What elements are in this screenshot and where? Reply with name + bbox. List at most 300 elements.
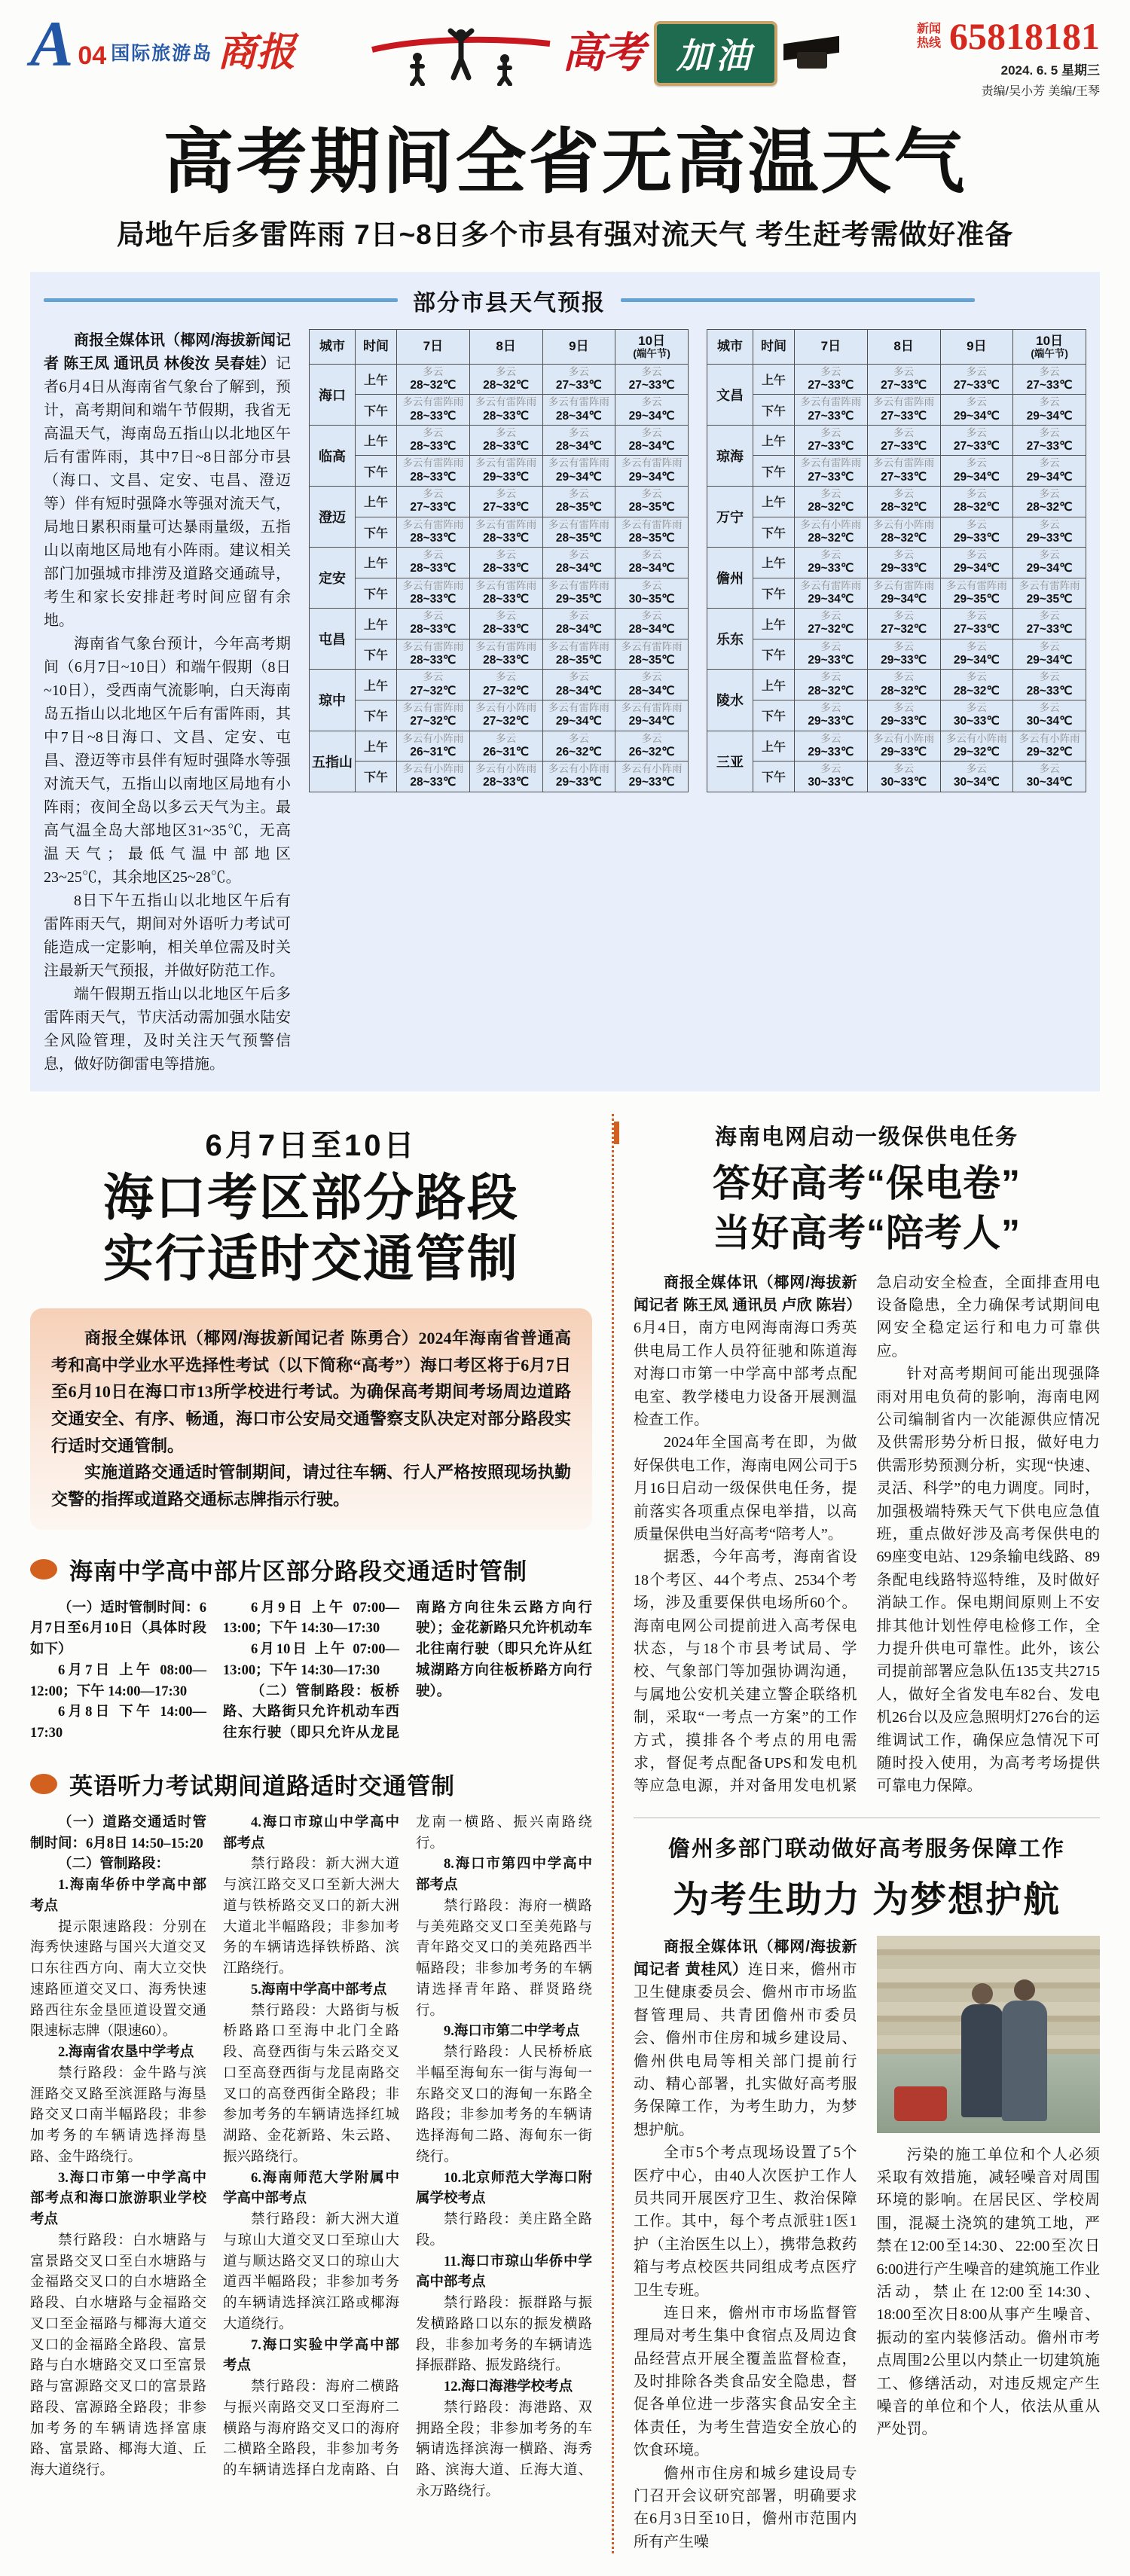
danzhou-kicker: 儋州多部门联动做好高考服务保障工作 bbox=[667, 1836, 1065, 1861]
table-row bbox=[707, 700, 1086, 731]
forecast-cell: 多云 29~34℃ bbox=[615, 395, 689, 426]
city-cell: 琼中 bbox=[310, 670, 356, 731]
forecast-cell: 多云有小阵雨 28~32℃ bbox=[795, 517, 868, 548]
inspector-figure bbox=[961, 2004, 1003, 2117]
forecast-cell: 多云 27~33℃ bbox=[940, 425, 1013, 456]
list-item: 禁行路段：新大洲大道与滨江路交叉口至新大洲大道与铁桥路交叉口的新大洲大道北半幅路段；非参加考务的车辆请选择铁桥路、滨江路绕行。 bbox=[223, 1857, 399, 1977]
column-header: 10日 (端午节) bbox=[1013, 329, 1086, 364]
banner-cheer-text: 加油 bbox=[676, 37, 756, 75]
forecast-cell: 多云有雷阵雨 28~33℃ bbox=[469, 639, 542, 670]
forecast-cell: 多云 27~33℃ bbox=[542, 364, 615, 395]
traffic-intro-box bbox=[30, 1308, 592, 1529]
danzhou-headline: 为考生助力 为梦想护航 bbox=[672, 1879, 1061, 1920]
city-cell: 海口 bbox=[310, 364, 356, 425]
table-row bbox=[707, 425, 1086, 456]
masthead-brand: 商报 bbox=[217, 32, 296, 75]
hotline-label: 新闻热线 bbox=[916, 23, 941, 50]
list-item-title: 11.海口市琼山华侨中学高中部考点 bbox=[416, 2254, 592, 2291]
forecast-cell: 多云 26~32℃ bbox=[542, 731, 615, 762]
table-row bbox=[707, 609, 1086, 639]
traffic-kicker: 6月7日至10日 bbox=[205, 1128, 417, 1162]
forecast-cell: 多云 27~33℃ bbox=[1013, 364, 1086, 395]
table-row bbox=[707, 762, 1086, 792]
time-cell: 上午 bbox=[753, 670, 795, 700]
forecast-cell: 多云有雷阵雨 28~33℃ bbox=[397, 578, 470, 609]
forecast-cell: 多云 30~34℃ bbox=[940, 762, 1013, 792]
weather-table bbox=[309, 329, 689, 792]
forecast-cell: 多云 29~34℃ bbox=[940, 456, 1013, 487]
paragraph: 2024年全国高考在即，为做好保供电工作，海南电网公司于5月16日启动一级保供电任务，提前落实各项重点保电举措，以高质量保供电当好高考“陪考人”。 bbox=[634, 1434, 857, 1543]
table-row bbox=[310, 639, 689, 670]
forecast-cell: 多云 30~33℃ bbox=[867, 762, 940, 792]
forecast-cell: 多云 28~34℃ bbox=[542, 609, 615, 639]
danzhou-body bbox=[634, 1936, 1100, 2554]
forecast-cell: 多云有雷阵雨 29~35℃ bbox=[542, 578, 615, 609]
time-cell: 下午 bbox=[753, 395, 795, 426]
column-header: 城市 bbox=[310, 329, 356, 364]
forecast-cell: 多云 29~33℃ bbox=[795, 548, 868, 578]
forecast-cell: 多云有小阵雨 28~33℃ bbox=[469, 762, 542, 792]
list-item-title: 3.海口市第一中学高中部考点和海口旅游职业学校考点 bbox=[30, 2170, 206, 2228]
forecast-cell: 多云 27~33℃ bbox=[615, 364, 689, 395]
table-row bbox=[310, 487, 689, 517]
table-row bbox=[310, 364, 689, 395]
forecast-cell: 多云有雷阵雨 29~34℃ bbox=[795, 578, 868, 609]
time-cell: 下午 bbox=[753, 700, 795, 731]
forecast-cell: 多云 30~34℃ bbox=[1013, 762, 1086, 792]
table-row bbox=[707, 364, 1086, 395]
byline: 商报全媒体讯（椰网/海拔新闻记者 陈王凤 通讯员 林俊汝 吴春娃） bbox=[44, 331, 291, 372]
time-cell: 下午 bbox=[356, 578, 397, 609]
table-row bbox=[310, 548, 689, 578]
table-row bbox=[310, 731, 689, 762]
time-cell: 下午 bbox=[356, 395, 397, 426]
paragraph: 儋州市住房和城乡建设局专门召开会议研究部署，明确要求在6月3日至10日，儋州市范围内所有产生噪 bbox=[634, 2465, 857, 2550]
forecast-cell: 多云 30~35℃ bbox=[615, 578, 689, 609]
paragraph: 商报全媒体讯（椰网/海拔新闻记者 陈勇合）2024年海南省普通高考和高中学业水平选择性考试（以下简称“高考”）海口考区将于6月7日至6月10日在海口市13所学校进行考试。为确保高考期间考场周边道路交通安全、有序、畅通，海口市公安局交通警察支队决定对部分路段实行适时交通管制。 bbox=[51, 1329, 571, 1455]
time-cell: 上午 bbox=[753, 731, 795, 762]
gaokao-cheer-banner bbox=[371, 21, 839, 86]
forecast-cell: 多云有雷阵雨 28~33℃ bbox=[397, 639, 470, 670]
forecast-cell: 多云 28~35℃ bbox=[615, 487, 689, 517]
forecast-cell: 多云 29~34℃ bbox=[940, 639, 1013, 670]
forecast-cell: 多云 28~34℃ bbox=[542, 425, 615, 456]
forecast-cell: 多云 28~34℃ bbox=[615, 670, 689, 700]
forecast-cell: 多云有雷阵雨 28~33℃ bbox=[469, 578, 542, 609]
table-row bbox=[707, 731, 1086, 762]
table-row bbox=[707, 517, 1086, 548]
table-row bbox=[310, 456, 689, 487]
forecast-cell: 多云 28~32℃ bbox=[1013, 487, 1086, 517]
forecast-cell: 多云有小阵雨 29~32℃ bbox=[940, 731, 1013, 762]
column-header: 10日 (端午节) bbox=[615, 329, 689, 364]
list-item: 禁行路段：海府一横路与美苑路交叉口至美苑路与青年路交叉口的美苑路西半幅路段；非参加考务的车辆请选择青年路、群贤路绕行。 bbox=[416, 1898, 592, 2019]
forecast-cell: 多云 28~32℃ bbox=[795, 670, 868, 700]
forecast-cell: 多云有雷阵雨 27~33℃ bbox=[867, 395, 940, 426]
forecast-cell: 多云 28~34℃ bbox=[615, 609, 689, 639]
time-cell: 上午 bbox=[753, 548, 795, 578]
city-cell: 陵水 bbox=[707, 670, 753, 731]
list-item-title: （一）道路交通适时管制时间：6月8日 14:50–15:20 bbox=[30, 1814, 206, 1851]
city-cell: 屯昌 bbox=[310, 609, 356, 670]
forecast-cell: 多云有小阵雨 26~31℃ bbox=[397, 731, 470, 762]
column-header: 9日 bbox=[542, 329, 615, 364]
list-item: 禁行路段：人民桥桥底半幅至海甸东一街与海甸一东路交叉口的海甸一东路全路段；非参加考务的车辆请选择海甸二路、海甸东一街绕行。 bbox=[416, 2045, 592, 2165]
forecast-cell: 多云 27~32℃ bbox=[469, 670, 542, 700]
forecast-cell: 多云 28~35℃ bbox=[542, 487, 615, 517]
forecast-cell: 多云有小阵雨 29~32℃ bbox=[1013, 731, 1086, 762]
list-item: （二）管制路段：板桥路、大路街只允许机动车西往东行驶（即只允许从龙昆南路方向往朱云路方向行驶）；金花新路只允许机动车北往南行驶（即只允许从红城湖路方向往板桥路方向行驶）。 bbox=[223, 1600, 592, 1741]
forecast-cell: 多云 29~34℃ bbox=[1013, 395, 1086, 426]
time-cell: 下午 bbox=[356, 762, 397, 792]
forecast-cell: 多云 28~32℃ bbox=[867, 670, 940, 700]
forecast-cell: 多云 29~34℃ bbox=[940, 395, 1013, 426]
hotline-block bbox=[915, 15, 1100, 99]
forecast-cell: 多云 27~32℃ bbox=[867, 609, 940, 639]
masthead-letter: A bbox=[30, 8, 74, 80]
time-cell: 下午 bbox=[753, 456, 795, 487]
table-row bbox=[310, 762, 689, 792]
list-item-title: 10.北京师范大学海口附属学校考点 bbox=[416, 2170, 592, 2207]
weather-article bbox=[44, 329, 291, 1076]
city-cell: 临高 bbox=[310, 425, 356, 486]
finish-line-runners-icon bbox=[371, 21, 551, 86]
forecast-cell: 多云 27~33℃ bbox=[940, 364, 1013, 395]
banner-exam-text: 高考 bbox=[562, 29, 644, 77]
forecast-cell: 多云有雷阵雨 29~34℃ bbox=[615, 456, 689, 487]
table-row bbox=[310, 517, 689, 548]
forecast-cell: 多云 28~32℃ bbox=[867, 487, 940, 517]
time-cell: 上午 bbox=[356, 731, 397, 762]
orange-bar-icon bbox=[614, 1122, 619, 1144]
forecast-cell: 多云 28~34℃ bbox=[615, 425, 689, 456]
forecast-cell: 多云 29~34℃ bbox=[1013, 456, 1086, 487]
time-cell: 下午 bbox=[753, 762, 795, 792]
forecast-cell: 多云 27~33℃ bbox=[397, 487, 470, 517]
city-cell: 儋州 bbox=[707, 548, 753, 609]
section-heading-english-listening: 英语听力考试期间道路适时交通管制 bbox=[30, 1767, 592, 1801]
forecast-cell: 多云有雷阵雨 28~35℃ bbox=[615, 517, 689, 548]
forecast-cell: 多云有雷阵雨 29~34℃ bbox=[542, 456, 615, 487]
list-item-title: 6.海南师范大学附属中学高中部考点 bbox=[223, 2170, 399, 2207]
city-cell: 五指山 bbox=[310, 731, 356, 792]
forecast-cell: 多云 28~32℃ bbox=[940, 670, 1013, 700]
figure-head bbox=[1014, 1979, 1035, 2001]
red-stool bbox=[894, 2086, 947, 2121]
forecast-cell: 多云有雷阵雨 29~35℃ bbox=[1013, 578, 1086, 609]
time-cell: 下午 bbox=[753, 639, 795, 670]
table-row bbox=[310, 700, 689, 731]
table-row bbox=[707, 395, 1086, 426]
column-header: 7日 bbox=[795, 329, 868, 364]
forecast-cell: 多云 27~33℃ bbox=[469, 487, 542, 517]
paragraph: 据悉，今年高考，海南省设18个考区、44个考点、2534个考场，涉及重要保供电场所60个。海南电网公司提前进入高考保电状态，与18个市县考试局、学校、气象部门等加强协调沟通，与属地公安机关建立警企联络机制，采取“一考点一方案”的工作方式，摸排各个考点的用电需求，督促考点配备UPS和发电机等应急电源，并对备用发电机紧急启动安全检查，全面排查用电设备隐患，全力确保考试期间电网安全稳定运行和电力可靠供应。 bbox=[634, 1274, 1100, 1795]
masthead-logo bbox=[30, 8, 296, 80]
time-cell: 上午 bbox=[356, 487, 397, 517]
time-cell: 上午 bbox=[753, 609, 795, 639]
byline: 商报全媒体讯（椰网/海拔新闻记者 陈勇合） bbox=[84, 1329, 419, 1348]
paragraph: 商报全媒体讯（椰网/海拔新闻记者 陈王凤 通讯员 林俊汝 吴春娃）记者6月4日从海南省气象台了解到，预计，高考期间和端午节假期，我省无高温天气，海南岛五指山以北地区午后有雷阵雨，其中7日~8日部分市县（海口、文昌、定安、屯昌、澄迈等）伴有短时强降水等强对流天气，局地日累积雨量可达暴雨量级，五指山以南地区局地有小阵雨。建议相关部门加强城市排涝及道路交通疏导，考生和家长安排赶考时间应留有余地。 bbox=[44, 331, 291, 629]
forecast-cell: 多云有小阵雨 29~33℃ bbox=[615, 762, 689, 792]
weather-box-title: 部分市县天气预报 bbox=[413, 290, 606, 316]
section2-list bbox=[30, 1813, 592, 2503]
masthead-name: 国际旅游岛 bbox=[111, 43, 213, 65]
table-row bbox=[707, 578, 1086, 609]
list-item: 禁行路段：美庄路全路段。 bbox=[416, 2212, 592, 2248]
forecast-cell: 多云 29~34℃ bbox=[940, 548, 1013, 578]
paragraph: 针对高考期间可能出现强降雨对用电负荷的影响，海南电网公司编制省内一次能源供应情况及供需形势分析日报，做好电力供需形势预测分析，实现“快速、灵活、科学”的电力调度。同时，加强极端特殊天气下供电应急值班，重点做好涉及高考保供电的69座变电站、129条输电线路、89条配电线路特巡特维，及时做好消缺工作。保电期间原则上不安排其他计划性停电检修工作，全力提升供电可靠性。此外，该公司提前部署应急队伍135支共2715人，做好全省发电车82台、发电机26台以及应急照明灯276台的运维调试工作，确保应急情况下可随时投入使用，为高考考场提供可靠电力保障。 bbox=[876, 1366, 1100, 1795]
time-cell: 上午 bbox=[753, 425, 795, 456]
forecast-cell: 多云有雷阵雨 28~35℃ bbox=[542, 639, 615, 670]
time-cell: 下午 bbox=[356, 517, 397, 548]
time-cell: 上午 bbox=[753, 364, 795, 395]
time-cell: 上午 bbox=[356, 364, 397, 395]
forecast-cell: 多云 27~33℃ bbox=[1013, 425, 1086, 456]
list-item: 禁行路段：振群路与振发横路路口以东的振发横路段，非参加考务的车辆请选择振群路、振发路绕行。 bbox=[416, 2296, 592, 2374]
forecast-cell: 多云有雷阵雨 28~33℃ bbox=[397, 456, 470, 487]
forecast-cell: 多云有雷阵雨 27~33℃ bbox=[867, 456, 940, 487]
weather-table-left-wrap bbox=[309, 329, 689, 792]
forecast-cell: 多云 27~33℃ bbox=[1013, 609, 1086, 639]
forecast-cell: 多云 28~32℃ bbox=[469, 364, 542, 395]
lead-block bbox=[30, 122, 1100, 252]
forecast-cell: 多云 27~33℃ bbox=[867, 425, 940, 456]
forecast-cell: 多云 26~31℃ bbox=[469, 731, 542, 762]
forecast-cell: 多云有雷阵雨 29~34℃ bbox=[867, 578, 940, 609]
power-headline: 答好高考“保电卷” 当好高考“陪考人” bbox=[713, 1161, 1021, 1254]
table-row bbox=[310, 425, 689, 456]
table-row bbox=[310, 578, 689, 609]
forecast-cell: 多云有雷阵雨 28~35℃ bbox=[615, 639, 689, 670]
forecast-cell: 多云 29~33℃ bbox=[1013, 517, 1086, 548]
forecast-cell: 多云 29~33℃ bbox=[795, 639, 868, 670]
page-header bbox=[30, 8, 1100, 105]
date-line: 2024. 6. 5 星期三 bbox=[1000, 63, 1100, 78]
city-cell: 琼海 bbox=[707, 425, 753, 486]
list-item-title: 7.海口实验中学高中部考点 bbox=[223, 2337, 399, 2374]
paragraph: 商报全媒体讯（椰网/海拔新闻记者 黄桂风）连日来，儋州市卫生健康委员会、儋州市市场监督管理局、共青团儋州市委员会、儋州市住房和城乡建设局、儋州供电局等相关部门提前行动、精心部署，扎实做好高考服务保障工作，为考生助力，为梦想护航。 bbox=[634, 1938, 857, 2138]
time-cell: 上午 bbox=[356, 425, 397, 456]
forecast-cell: 多云 27~33℃ bbox=[795, 425, 868, 456]
time-cell: 上午 bbox=[356, 609, 397, 639]
column-header: 8日 bbox=[469, 329, 542, 364]
column-header: 9日 bbox=[940, 329, 1013, 364]
list-item: 禁行路段：白水塘路与富景路交叉口至白水塘路与金福路交叉口的白水塘路全路段、白水塘路与金福路交叉口至金福路与椰海大道交叉口的金福路全路段、富景路与白水塘路交叉口至富景路与富源路交叉口的富景路路段、富源路全路段；非参加考务的车辆请选择富康路、富景路、椰海大道、丘海大道绕行。 bbox=[30, 2233, 206, 2479]
list-item-title: （二）管制路段： bbox=[58, 1857, 170, 1872]
forecast-cell: 多云有小阵雨 29~33℃ bbox=[867, 731, 940, 762]
forecast-cell: 多云有雷阵雨 29~33℃ bbox=[469, 456, 542, 487]
table-row bbox=[707, 639, 1086, 670]
forecast-cell: 多云 28~33℃ bbox=[397, 425, 470, 456]
forecast-cell: 多云 28~32℃ bbox=[795, 487, 868, 517]
forecast-cell: 多云有雷阵雨 27~32℃ bbox=[397, 700, 470, 731]
forecast-cell: 多云有雷阵雨 28~34℃ bbox=[542, 395, 615, 426]
paragraph: 端午假期五指山以北地区午后多雷阵雨天气，节庆活动需加强水陆安全风险管理，及时关注天气预警信息，做好防御雷电等措施。 bbox=[44, 985, 291, 1073]
title-rule-right bbox=[621, 298, 975, 302]
forecast-cell: 多云有雷阵雨 29~34℃ bbox=[615, 700, 689, 731]
forecast-cell: 多云 29~34℃ bbox=[1013, 639, 1086, 670]
forecast-cell: 多云有雷阵雨 28~33℃ bbox=[469, 395, 542, 426]
danzhou-col1 bbox=[634, 1936, 857, 2554]
column-header: 时间 bbox=[356, 329, 397, 364]
figure-head bbox=[972, 1983, 993, 2004]
weather-table-right-wrap bbox=[707, 329, 1086, 792]
paragraph: 全市5个考点现场设置了5个医疗中心，由40人次医护工作人员共同开展医疗卫生、救治保障工作。其中，每个考点派驻1医1护（主治医生以上），携带急救药箱与考点校医共同组成考点医疗卫生专班。 bbox=[634, 2144, 857, 2299]
list-item-title: 1.海南华侨中学高中部考点 bbox=[30, 1878, 206, 1914]
power-kicker: 海南电网启动一级保供电任务 bbox=[634, 1120, 1100, 1151]
time-cell: 下午 bbox=[356, 639, 397, 670]
forecast-cell: 多云 29~34℃ bbox=[1013, 548, 1086, 578]
forecast-cell: 多云有雷阵雨 29~35℃ bbox=[940, 578, 1013, 609]
column-header: 时间 bbox=[753, 329, 795, 364]
forecast-cell: 多云 27~33℃ bbox=[940, 609, 1013, 639]
paragraph: 8日下午五指山以北地区午后有雷阵雨天气，期间对外语听力考试可能造成一定影响，相关单位需及时关注最新天气预报，并做好防范工作。 bbox=[44, 892, 291, 979]
graduation-cap-icon bbox=[783, 34, 839, 73]
banner-chalkboard bbox=[654, 21, 777, 86]
forecast-cell: 多云 27~33℃ bbox=[867, 364, 940, 395]
forecast-cell: 多云 29~33℃ bbox=[867, 639, 940, 670]
forecast-cell: 多云 29~33℃ bbox=[795, 731, 868, 762]
list-item-title: 5.海南中学高中部考点 bbox=[251, 1982, 387, 1998]
time-cell: 上午 bbox=[753, 487, 795, 517]
column-header: 城市 bbox=[707, 329, 753, 364]
city-cell: 万宁 bbox=[707, 487, 753, 548]
traffic-article bbox=[30, 1114, 612, 2554]
forecast-cell: 多云有雷阵雨 27~33℃ bbox=[795, 456, 868, 487]
list-item: 6月9日 上午 07:00—13:00；下午 14:30—17:30 bbox=[223, 1600, 399, 1637]
forecast-cell: 多云有雷阵雨 28~35℃ bbox=[542, 517, 615, 548]
list-item: 禁行路段：大路街与板桥路路口至海中北门全路段、高登西街与朱云路交叉口至高登西街与龙昆南路交叉口的高登西街全路段；非参加考务的车辆请选择红城湖路、金花新路、朱云路、振兴路绕行。 bbox=[223, 2003, 399, 2165]
forecast-cell: 多云有小阵雨 27~32℃ bbox=[469, 700, 542, 731]
list-item: 提示限速路段：分别在海秀快速路与国兴大道交叉口东往西方向、南大立交快速路匝道交叉口、海秀快速路西往东金垦匝道设置交通限速标志牌（限速60）。 bbox=[30, 1919, 206, 2040]
list-item: 6月10日 上午 07:00—13:00；下午 14:30—17:30 bbox=[223, 1642, 399, 1678]
editors-line: 责编/吴小芳 美编/王琴 bbox=[981, 85, 1100, 98]
forecast-cell: 多云 30~34℃ bbox=[1013, 700, 1086, 731]
forecast-cell: 多云 30~33℃ bbox=[940, 700, 1013, 731]
list-item: 6月7日 上午 08:00—12:00；下午 14:00—17:30 bbox=[30, 1662, 206, 1699]
city-cell: 澄迈 bbox=[310, 487, 356, 548]
forecast-cell: 多云 27~32℃ bbox=[795, 609, 868, 639]
traffic-headline: 海口考区部分路段 实行适时交通管制 bbox=[103, 1169, 519, 1288]
table-row bbox=[310, 609, 689, 639]
table-row bbox=[707, 456, 1086, 487]
time-cell: 上午 bbox=[356, 548, 397, 578]
paragraph: 海南省气象台预计，今年高考期间（6月7日~10日）和端午假期（8日~10日），受西南气流影响，白天海南岛五指山以北地区午后有雷阵雨，其中7日~8日海口、文昌、定安、屯昌、澄迈等市县伴有短时强降水等强对流天气，五指山以南地区局地有小阵雨；夜间全岛以多云天气为主。最高气温全岛大部地区31~35℃，无高温天气；最低气温中部地区23~25℃，其余地区25~28℃。 bbox=[44, 635, 291, 886]
forecast-cell: 多云 29~33℃ bbox=[867, 700, 940, 731]
forecast-cell: 多云 28~33℃ bbox=[469, 425, 542, 456]
table-row bbox=[310, 670, 689, 700]
byline: 商报全媒体讯（椰网/海拔新闻记者 黄桂风） bbox=[634, 1938, 857, 1979]
list-item: 禁行路段：海府二横路与振兴南路交叉口至海府二横路与海府路交叉口的海府二横路全路段，非参加考务的车辆请选择白龙南路、白龙南一横路、振兴南路绕行。 bbox=[223, 1814, 592, 2479]
forecast-cell: 多云有小阵雨 28~32℃ bbox=[867, 517, 940, 548]
weather-box-title-row bbox=[44, 284, 1086, 317]
list-item-title: 8.海口市第四中学高中部考点 bbox=[416, 1857, 592, 1894]
forecast-cell: 多云有小阵雨 28~33℃ bbox=[397, 762, 470, 792]
forecast-cell: 多云有雷阵雨 28~33℃ bbox=[397, 395, 470, 426]
city-cell: 乐东 bbox=[707, 609, 753, 670]
right-column bbox=[612, 1114, 1100, 2554]
forecast-cell: 多云 29~33℃ bbox=[867, 548, 940, 578]
city-cell: 文昌 bbox=[707, 364, 753, 425]
forecast-cell: 多云 27~33℃ bbox=[795, 364, 868, 395]
list-item: 禁行路段：新大洲大道与琼山大道交叉口至琼山大道与顺达路交叉口的琼山大道西半幅路段；非参加考务的车辆请选择滨江路或椰海大道绕行。 bbox=[223, 2212, 399, 2332]
forecast-cell: 多云 30~33℃ bbox=[795, 762, 868, 792]
section1-list bbox=[30, 1598, 592, 1744]
byline: 商报全媒体讯（椰网/海拔新闻记者 陈王凤 通讯员 卢欣 陈岩） bbox=[634, 1274, 862, 1314]
list-item: 禁行路段：海港路、双拥路全段；非参加考务的车辆请选择滨海一横路、海秀路、滨海大道、丘海大道、永万路绕行。 bbox=[416, 2400, 592, 2499]
forecast-cell: 多云 29~33℃ bbox=[940, 517, 1013, 548]
forecast-cell: 多云有雷阵雨 29~34℃ bbox=[542, 700, 615, 731]
forecast-cell: 多云 28~34℃ bbox=[615, 548, 689, 578]
forecast-cell: 多云 29~33℃ bbox=[795, 700, 868, 731]
forecast-cell: 多云 26~32℃ bbox=[615, 731, 689, 762]
paragraph: 连日来，儋州市市场监督管理局对考生集中食宿点及周边食品经营点开展全覆盖监督检查，及时排除各类食品安全隐患，督促各单位进一步落实食品安全主体责任，为考生营造安全放心的饮食环境。 bbox=[634, 2304, 857, 2459]
city-cell: 三亚 bbox=[707, 731, 753, 792]
forecast-cell: 多云 28~33℃ bbox=[469, 548, 542, 578]
time-cell: 下午 bbox=[356, 456, 397, 487]
paragraph: 商报全媒体讯（椰网/海拔新闻记者 陈王凤 通讯员 卢欣 陈岩）6月4日，南方电网海南海口秀英供电局工作人员符征驰和陈道海对海口市第一中学高中部考点配电室、教学楼电力设备开展测温检查工作。 bbox=[634, 1274, 862, 1429]
forecast-cell: 多云 27~32℃ bbox=[397, 670, 470, 700]
weather-forecast-box bbox=[30, 272, 1100, 1091]
section-heading-hainan-middle-school: 海南中学高中部片区部分路段交通适时管制 bbox=[30, 1552, 592, 1586]
main-headline: 高考期间全省无高温天气 bbox=[163, 122, 967, 201]
time-cell: 上午 bbox=[356, 670, 397, 700]
list-item-title: 4.海口市琼山中学高中部考点 bbox=[223, 1814, 399, 1851]
time-cell: 下午 bbox=[356, 700, 397, 731]
column-header: 8日 bbox=[867, 329, 940, 364]
orange-dot-icon bbox=[30, 1774, 57, 1794]
power-body bbox=[634, 1271, 1100, 1798]
column-header: 7日 bbox=[397, 329, 470, 364]
table-row bbox=[707, 548, 1086, 578]
list-item-title: 9.海口市第二中学考点 bbox=[444, 2024, 580, 2040]
inspector-figure bbox=[1002, 2001, 1047, 2121]
forecast-cell: 多云 28~34℃ bbox=[542, 548, 615, 578]
forecast-cell: 多云 28~32℃ bbox=[940, 487, 1013, 517]
forecast-cell: 多云 28~32℃ bbox=[397, 364, 470, 395]
table-row bbox=[310, 395, 689, 426]
forecast-cell: 多云 28~33℃ bbox=[469, 609, 542, 639]
forecast-cell: 多云有雷阵雨 28~33℃ bbox=[469, 517, 542, 548]
forecast-cell: 多云有雷阵雨 27~33℃ bbox=[795, 395, 868, 426]
forecast-cell: 多云有小阵雨 29~33℃ bbox=[542, 762, 615, 792]
orange-dot-icon bbox=[30, 1559, 57, 1579]
hotline-number: 65818181 bbox=[948, 15, 1100, 57]
time-cell: 下午 bbox=[753, 578, 795, 609]
forecast-cell: 多云有雷阵雨 28~33℃ bbox=[397, 517, 470, 548]
forecast-cell: 多云 28~33℃ bbox=[1013, 670, 1086, 700]
list-item: 禁行路段：金牛路与滨涯路交叉路至滨涯路与海垦路交叉口南半幅路段；非参加考务的车辆请选择海垦路、金牛路绕行。 bbox=[30, 2065, 206, 2165]
paragraph: 实施道路交通适时管制期间，请过往车辆、行人严格按照现场执勤交警的指挥或道路交通标志牌指示行驶。 bbox=[51, 1463, 571, 1509]
inspection-news-photo bbox=[877, 1936, 1101, 2133]
list-item: 6月8日 下午 14:00—17:30 bbox=[30, 1705, 206, 1741]
forecast-cell: 多云 28~34℃ bbox=[542, 670, 615, 700]
title-rule-left bbox=[44, 298, 398, 302]
list-item: （一）适时管制时间：6月7日至6月10日（具体时段如下） bbox=[30, 1600, 206, 1658]
weather-table bbox=[707, 329, 1086, 792]
sub-headline: 局地午后多雷阵雨 7日~8日多个市县有强对流天气 考生赶考需做好准备 bbox=[116, 218, 1014, 250]
city-cell: 定安 bbox=[310, 548, 356, 609]
list-item-title: 2.海南省农垦中学考点 bbox=[58, 2045, 194, 2061]
danzhou-col2 bbox=[877, 1936, 1101, 2554]
list-item-title: 12.海口海港学校考点 bbox=[444, 2379, 573, 2395]
forecast-cell: 多云 28~33℃ bbox=[397, 548, 470, 578]
time-cell: 下午 bbox=[753, 517, 795, 548]
forecast-cell: 多云 28~33℃ bbox=[397, 609, 470, 639]
page-number: 04 bbox=[78, 41, 107, 71]
table-row bbox=[707, 487, 1086, 517]
table-row bbox=[707, 670, 1086, 700]
